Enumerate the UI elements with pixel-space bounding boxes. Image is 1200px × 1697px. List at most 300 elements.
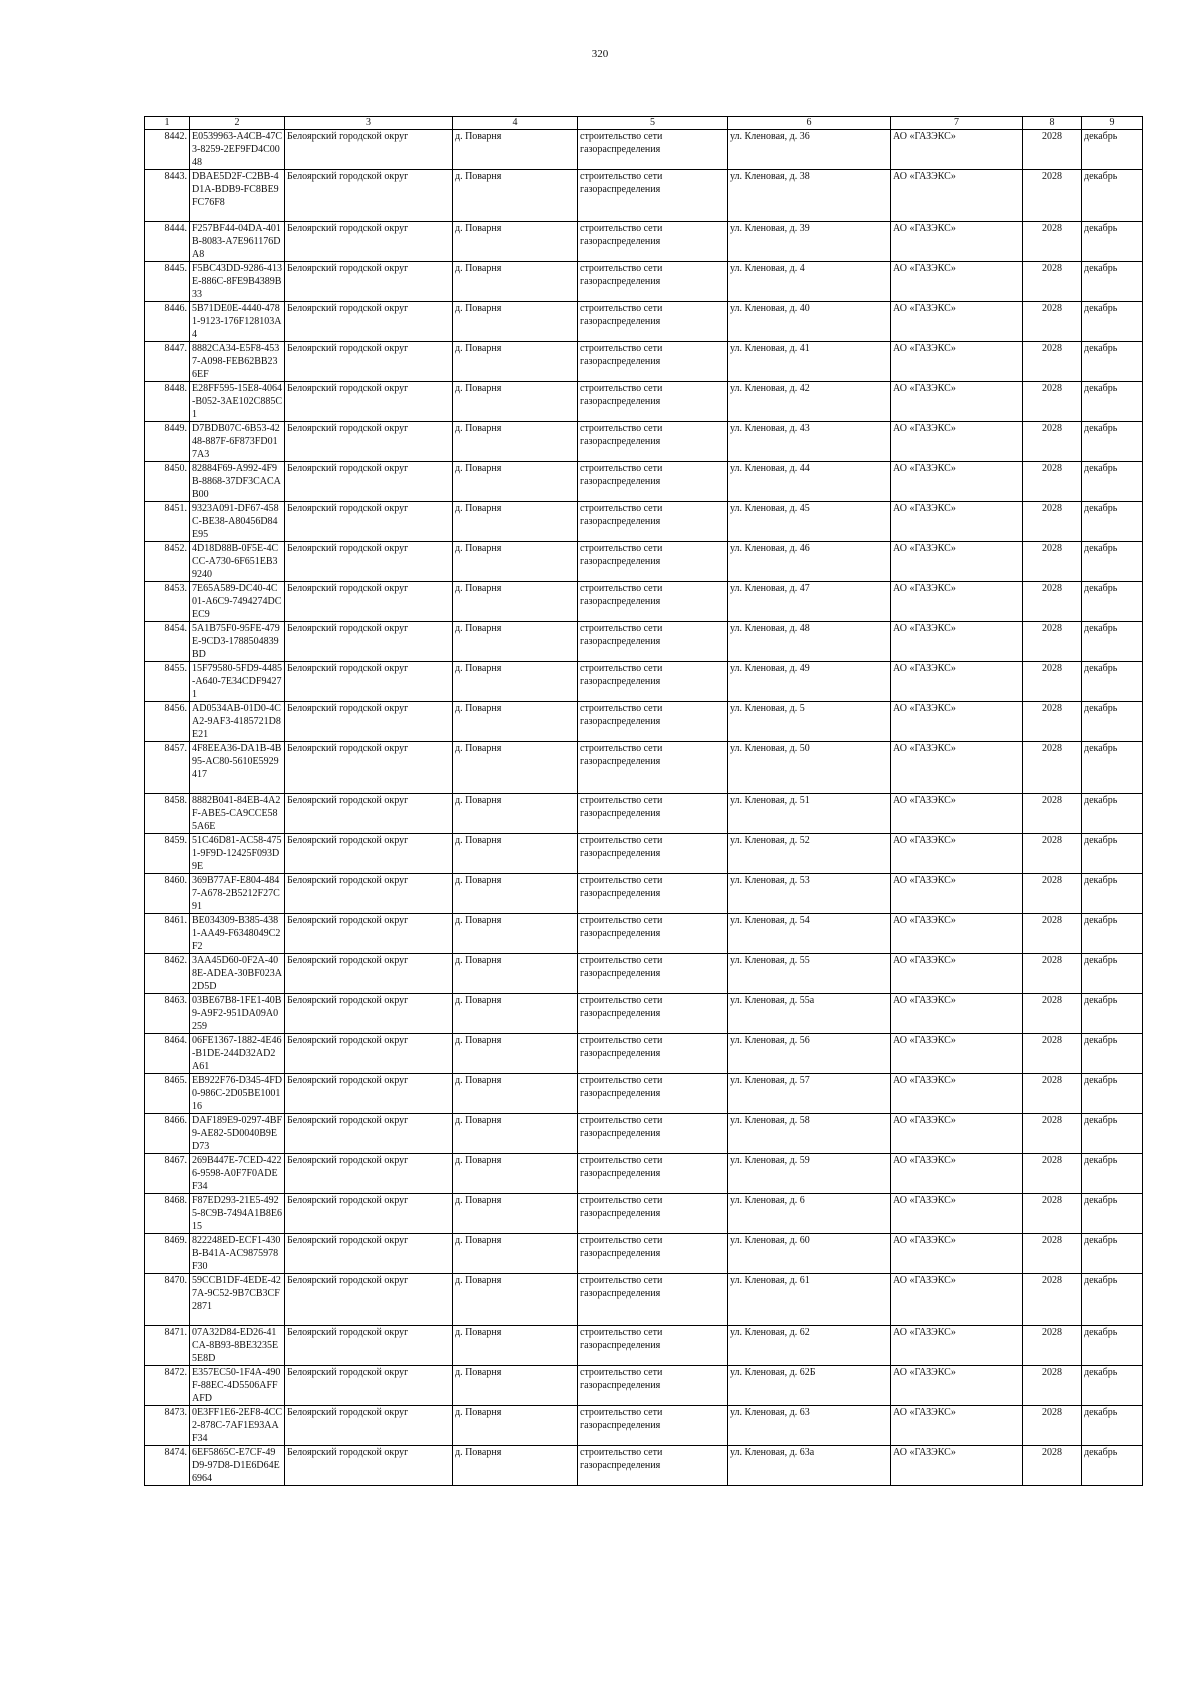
object-id: D7BDB07C-6B53-4248-887F-6F873FD017A3: [190, 422, 285, 462]
year-cell: 2028: [1023, 794, 1082, 834]
month-cell: декабрь: [1082, 422, 1143, 462]
column-header: 8: [1023, 117, 1082, 130]
row-number: 8450.: [145, 462, 190, 502]
column-header: 9: [1082, 117, 1143, 130]
work-type-cell: строительство сети газораспределения: [578, 914, 728, 954]
address-cell: ул. Кленовая, д. 54: [728, 914, 891, 954]
district-cell: Белоярский городской округ: [285, 1406, 453, 1446]
month-cell: декабрь: [1082, 834, 1143, 874]
month-cell: декабрь: [1082, 1446, 1143, 1486]
row-number: 8463.: [145, 994, 190, 1034]
year-cell: 2028: [1023, 662, 1082, 702]
locality-cell: д. Поварня: [453, 542, 578, 582]
object-id: 06FE1367-1882-4E46-B1DE-244D32AD2A61: [190, 1034, 285, 1074]
month-cell: декабрь: [1082, 302, 1143, 342]
year-cell: 2028: [1023, 742, 1082, 794]
year-cell: 2028: [1023, 1366, 1082, 1406]
table-row: [145, 262, 1143, 302]
month-cell: декабрь: [1082, 1274, 1143, 1326]
district-cell: Белоярский городской округ: [285, 1446, 453, 1486]
address-cell: ул. Кленовая, д. 60: [728, 1234, 891, 1274]
district-cell: Белоярский городской округ: [285, 1074, 453, 1114]
district-cell: Белоярский городской округ: [285, 662, 453, 702]
month-cell: декабрь: [1082, 582, 1143, 622]
organization-cell: АО «ГАЗЭКС»: [891, 954, 1023, 994]
row-number: 8456.: [145, 702, 190, 742]
work-type-cell: строительство сети газораспределения: [578, 582, 728, 622]
month-cell: декабрь: [1082, 874, 1143, 914]
organization-cell: АО «ГАЗЭКС»: [891, 1326, 1023, 1366]
year-cell: 2028: [1023, 874, 1082, 914]
year-cell: 2028: [1023, 954, 1082, 994]
object-id: DAF189E9-0297-4BF9-AE82-5D0040B9ED73: [190, 1114, 285, 1154]
address-cell: ул. Кленовая, д. 46: [728, 542, 891, 582]
organization-cell: АО «ГАЗЭКС»: [891, 914, 1023, 954]
month-cell: декабрь: [1082, 994, 1143, 1034]
table-row: [145, 1406, 1143, 1446]
object-id: 03BE67B8-1FE1-40B9-A9F2-951DA09A0259: [190, 994, 285, 1034]
organization-cell: АО «ГАЗЭКС»: [891, 1154, 1023, 1194]
row-number: 8454.: [145, 622, 190, 662]
district-cell: Белоярский городской округ: [285, 742, 453, 794]
district-cell: Белоярский городской округ: [285, 622, 453, 662]
address-cell: ул. Кленовая, д. 36: [728, 130, 891, 170]
locality-cell: д. Поварня: [453, 1326, 578, 1366]
address-cell: ул. Кленовая, д. 62: [728, 1326, 891, 1366]
locality-cell: д. Поварня: [453, 742, 578, 794]
month-cell: декабрь: [1082, 1234, 1143, 1274]
row-number: 8446.: [145, 302, 190, 342]
year-cell: 2028: [1023, 170, 1082, 222]
work-type-cell: строительство сети газораспределения: [578, 222, 728, 262]
organization-cell: АО «ГАЗЭКС»: [891, 462, 1023, 502]
month-cell: декабрь: [1082, 702, 1143, 742]
column-header: 6: [728, 117, 891, 130]
organization-cell: АО «ГАЗЭКС»: [891, 1194, 1023, 1234]
month-cell: декабрь: [1082, 130, 1143, 170]
object-id: 15F79580-5FD9-4485-A640-7E34CDF94271: [190, 662, 285, 702]
district-cell: Белоярский городской округ: [285, 1114, 453, 1154]
table-row: [145, 342, 1143, 382]
month-cell: декабрь: [1082, 1366, 1143, 1406]
organization-cell: АО «ГАЗЭКС»: [891, 1366, 1023, 1406]
object-id: 3AA45D60-0F2A-408E-ADEA-30BF023A2D5D: [190, 954, 285, 994]
row-number: 8455.: [145, 662, 190, 702]
month-cell: декабрь: [1082, 462, 1143, 502]
locality-cell: д. Поварня: [453, 1034, 578, 1074]
work-type-cell: строительство сети газораспределения: [578, 794, 728, 834]
address-cell: ул. Кленовая, д. 4: [728, 262, 891, 302]
work-type-cell: строительство сети газораспределения: [578, 262, 728, 302]
district-cell: Белоярский городской округ: [285, 342, 453, 382]
organization-cell: АО «ГАЗЭКС»: [891, 1034, 1023, 1074]
table-row: [145, 1274, 1143, 1326]
address-cell: ул. Кленовая, д. 55а: [728, 994, 891, 1034]
locality-cell: д. Поварня: [453, 1154, 578, 1194]
work-type-cell: строительство сети газораспределения: [578, 542, 728, 582]
table-row: [145, 742, 1143, 794]
row-number: 8468.: [145, 1194, 190, 1234]
year-cell: 2028: [1023, 462, 1082, 502]
district-cell: Белоярский городской округ: [285, 834, 453, 874]
address-cell: ул. Кленовая, д. 38: [728, 170, 891, 222]
year-cell: 2028: [1023, 342, 1082, 382]
table-row: [145, 1074, 1143, 1114]
object-id: 7E65A589-DC40-4C01-A6C9-7494274DCEC9: [190, 582, 285, 622]
locality-cell: д. Поварня: [453, 130, 578, 170]
address-cell: ул. Кленовая, д. 59: [728, 1154, 891, 1194]
work-type-cell: строительство сети газораспределения: [578, 342, 728, 382]
address-cell: ул. Кленовая, д. 48: [728, 622, 891, 662]
address-cell: ул. Кленовая, д. 55: [728, 954, 891, 994]
district-cell: Белоярский городской округ: [285, 542, 453, 582]
locality-cell: д. Поварня: [453, 262, 578, 302]
row-number: 8464.: [145, 1034, 190, 1074]
work-type-cell: строительство сети газораспределения: [578, 834, 728, 874]
organization-cell: АО «ГАЗЭКС»: [891, 382, 1023, 422]
locality-cell: д. Поварня: [453, 702, 578, 742]
district-cell: Белоярский городской округ: [285, 462, 453, 502]
row-number: 8457.: [145, 742, 190, 794]
table-row: [145, 1366, 1143, 1406]
row-number: 8466.: [145, 1114, 190, 1154]
year-cell: 2028: [1023, 1114, 1082, 1154]
column-header: 5: [578, 117, 728, 130]
locality-cell: д. Поварня: [453, 1406, 578, 1446]
year-cell: 2028: [1023, 502, 1082, 542]
organization-cell: АО «ГАЗЭКС»: [891, 1274, 1023, 1326]
address-cell: ул. Кленовая, д. 6: [728, 1194, 891, 1234]
district-cell: Белоярский городской округ: [285, 262, 453, 302]
address-cell: ул. Кленовая, д. 56: [728, 1034, 891, 1074]
work-type-cell: строительство сети газораспределения: [578, 1326, 728, 1366]
table-row: [145, 994, 1143, 1034]
month-cell: декабрь: [1082, 382, 1143, 422]
district-cell: Белоярский городской округ: [285, 954, 453, 994]
work-type-cell: строительство сети газораспределения: [578, 1446, 728, 1486]
row-number: 8465.: [145, 1074, 190, 1114]
locality-cell: д. Поварня: [453, 1194, 578, 1234]
table-row: [145, 702, 1143, 742]
table-row: [145, 1034, 1143, 1074]
table-row: [145, 502, 1143, 542]
address-cell: ул. Кленовая, д. 53: [728, 874, 891, 914]
district-cell: Белоярский городской округ: [285, 422, 453, 462]
table-row: [145, 834, 1143, 874]
work-type-cell: строительство сети газораспределения: [578, 1274, 728, 1326]
month-cell: декабрь: [1082, 170, 1143, 222]
year-cell: 2028: [1023, 1194, 1082, 1234]
work-type-cell: строительство сети газораспределения: [578, 1406, 728, 1446]
address-cell: ул. Кленовая, д. 49: [728, 662, 891, 702]
address-cell: ул. Кленовая, д. 42: [728, 382, 891, 422]
organization-cell: АО «ГАЗЭКС»: [891, 702, 1023, 742]
address-cell: ул. Кленовая, д. 39: [728, 222, 891, 262]
year-cell: 2028: [1023, 1406, 1082, 1446]
address-cell: ул. Кленовая, д. 45: [728, 502, 891, 542]
district-cell: Белоярский городской округ: [285, 1326, 453, 1366]
row-number: 8445.: [145, 262, 190, 302]
object-id: 82884F69-A992-4F9B-8868-37DF3CACAB00: [190, 462, 285, 502]
object-id: DBAE5D2F-C2BB-4D1A-BDB9-FC8BE9FC76F8: [190, 170, 285, 222]
table-row: [145, 462, 1143, 502]
object-id: F87ED293-21E5-4925-8C9B-7494A1B8E615: [190, 1194, 285, 1234]
address-cell: ул. Кленовая, д. 43: [728, 422, 891, 462]
table-row: [145, 874, 1143, 914]
work-type-cell: строительство сети газораспределения: [578, 1366, 728, 1406]
month-cell: декабрь: [1082, 1074, 1143, 1114]
work-type-cell: строительство сети газораспределения: [578, 1074, 728, 1114]
organization-cell: АО «ГАЗЭКС»: [891, 874, 1023, 914]
district-cell: Белоярский городской округ: [285, 382, 453, 422]
work-type-cell: строительство сети газораспределения: [578, 502, 728, 542]
row-number: 8449.: [145, 422, 190, 462]
district-cell: Белоярский городской округ: [285, 1194, 453, 1234]
organization-cell: АО «ГАЗЭКС»: [891, 302, 1023, 342]
district-cell: Белоярский городской округ: [285, 502, 453, 542]
row-number: 8469.: [145, 1234, 190, 1274]
year-cell: 2028: [1023, 1154, 1082, 1194]
table-row: [145, 794, 1143, 834]
row-number: 8462.: [145, 954, 190, 994]
district-cell: Белоярский городской округ: [285, 1154, 453, 1194]
organization-cell: АО «ГАЗЭКС»: [891, 622, 1023, 662]
table-row: [145, 582, 1143, 622]
year-cell: 2028: [1023, 262, 1082, 302]
work-type-cell: строительство сети газораспределения: [578, 1154, 728, 1194]
year-cell: 2028: [1023, 994, 1082, 1034]
table-row: [145, 382, 1143, 422]
table-row: [145, 130, 1143, 170]
address-cell: ул. Кленовая, д. 63а: [728, 1446, 891, 1486]
organization-cell: АО «ГАЗЭКС»: [891, 502, 1023, 542]
organization-cell: АО «ГАЗЭКС»: [891, 662, 1023, 702]
year-cell: 2028: [1023, 702, 1082, 742]
object-id: E28FF595-15E8-4064-B052-3AE102C885C1: [190, 382, 285, 422]
organization-cell: АО «ГАЗЭКС»: [891, 262, 1023, 302]
row-number: 8460.: [145, 874, 190, 914]
work-type-cell: строительство сети газораспределения: [578, 874, 728, 914]
register-table: [144, 116, 1143, 1486]
work-type-cell: строительство сети газораспределения: [578, 462, 728, 502]
locality-cell: д. Поварня: [453, 994, 578, 1034]
locality-cell: д. Поварня: [453, 914, 578, 954]
organization-cell: АО «ГАЗЭКС»: [891, 742, 1023, 794]
address-cell: ул. Кленовая, д. 51: [728, 794, 891, 834]
locality-cell: д. Поварня: [453, 954, 578, 994]
work-type-cell: строительство сети газораспределения: [578, 622, 728, 662]
month-cell: декабрь: [1082, 222, 1143, 262]
row-number: 8467.: [145, 1154, 190, 1194]
locality-cell: д. Поварня: [453, 1274, 578, 1326]
district-cell: Белоярский городской округ: [285, 1234, 453, 1274]
month-cell: декабрь: [1082, 742, 1143, 794]
object-id: 5A1B75F0-95FE-479E-9CD3-1788504839BD: [190, 622, 285, 662]
table-row: [145, 170, 1143, 222]
table-row: [145, 914, 1143, 954]
organization-cell: АО «ГАЗЭКС»: [891, 1446, 1023, 1486]
object-id: 59CCB1DF-4EDE-427A-9C52-9B7CB3CF2871: [190, 1274, 285, 1326]
table-row: [145, 1234, 1143, 1274]
organization-cell: АО «ГАЗЭКС»: [891, 1074, 1023, 1114]
month-cell: декабрь: [1082, 1034, 1143, 1074]
year-cell: 2028: [1023, 1446, 1082, 1486]
address-cell: ул. Кленовая, д. 47: [728, 582, 891, 622]
month-cell: декабрь: [1082, 622, 1143, 662]
locality-cell: д. Поварня: [453, 422, 578, 462]
work-type-cell: строительство сети газораспределения: [578, 382, 728, 422]
table-row: [145, 1114, 1143, 1154]
table-row: [145, 622, 1143, 662]
work-type-cell: строительство сети газораспределения: [578, 702, 728, 742]
row-number: 8461.: [145, 914, 190, 954]
work-type-cell: строительство сети газораспределения: [578, 662, 728, 702]
row-number: 8472.: [145, 1366, 190, 1406]
district-cell: Белоярский городской округ: [285, 302, 453, 342]
row-number: 8459.: [145, 834, 190, 874]
locality-cell: д. Поварня: [453, 382, 578, 422]
district-cell: Белоярский городской округ: [285, 794, 453, 834]
month-cell: декабрь: [1082, 914, 1143, 954]
table-row: [145, 542, 1143, 582]
row-number: 8448.: [145, 382, 190, 422]
row-number: 8474.: [145, 1446, 190, 1486]
object-id: 5B71DE0E-4440-4781-9123-176F128103A4: [190, 302, 285, 342]
organization-cell: АО «ГАЗЭКС»: [891, 1114, 1023, 1154]
object-id: 0E3FF1E6-2EF8-4CC2-878C-7AF1E93AAF34: [190, 1406, 285, 1446]
row-number: 8447.: [145, 342, 190, 382]
work-type-cell: строительство сети газораспределения: [578, 170, 728, 222]
year-cell: 2028: [1023, 222, 1082, 262]
column-header: 2: [190, 117, 285, 130]
object-id: F257BF44-04DA-401B-8083-A7E961176DA8: [190, 222, 285, 262]
work-type-cell: строительство сети газораспределения: [578, 1114, 728, 1154]
row-number: 8443.: [145, 170, 190, 222]
object-id: AD0534AB-01D0-4CA2-9AF3-4185721D8E21: [190, 702, 285, 742]
organization-cell: АО «ГАЗЭКС»: [891, 422, 1023, 462]
month-cell: декабрь: [1082, 1114, 1143, 1154]
year-cell: 2028: [1023, 1234, 1082, 1274]
month-cell: декабрь: [1082, 502, 1143, 542]
locality-cell: д. Поварня: [453, 342, 578, 382]
address-cell: ул. Кленовая, д. 44: [728, 462, 891, 502]
locality-cell: д. Поварня: [453, 502, 578, 542]
work-type-cell: строительство сети газораспределения: [578, 954, 728, 994]
address-cell: ул. Кленовая, д. 62Б: [728, 1366, 891, 1406]
work-type-cell: строительство сети газораспределения: [578, 1194, 728, 1234]
address-cell: ул. Кленовая, д. 50: [728, 742, 891, 794]
table-row: [145, 1326, 1143, 1366]
object-id: F5BC43DD-9286-413E-886C-8FE9B4389B33: [190, 262, 285, 302]
locality-cell: д. Поварня: [453, 170, 578, 222]
district-cell: Белоярский городской округ: [285, 1274, 453, 1326]
year-cell: 2028: [1023, 302, 1082, 342]
work-type-cell: строительство сети газораспределения: [578, 302, 728, 342]
locality-cell: д. Поварня: [453, 834, 578, 874]
address-cell: ул. Кленовая, д. 5: [728, 702, 891, 742]
organization-cell: АО «ГАЗЭКС»: [891, 794, 1023, 834]
organization-cell: АО «ГАЗЭКС»: [891, 1406, 1023, 1446]
district-cell: Белоярский городской округ: [285, 1366, 453, 1406]
month-cell: декабрь: [1082, 662, 1143, 702]
year-cell: 2028: [1023, 1274, 1082, 1326]
organization-cell: АО «ГАЗЭКС»: [891, 170, 1023, 222]
year-cell: 2028: [1023, 622, 1082, 662]
address-cell: ул. Кленовая, д. 61: [728, 1274, 891, 1326]
object-id: 8882B041-84EB-4A2F-ABE5-CA9CCE585A6E: [190, 794, 285, 834]
locality-cell: д. Поварня: [453, 582, 578, 622]
object-id: 51C46D81-AC58-4751-9F9D-12425F093D9E: [190, 834, 285, 874]
table-row: [145, 422, 1143, 462]
row-number: 8444.: [145, 222, 190, 262]
table-row: [145, 222, 1143, 262]
locality-cell: д. Поварня: [453, 462, 578, 502]
locality-cell: д. Поварня: [453, 1114, 578, 1154]
month-cell: декабрь: [1082, 542, 1143, 582]
district-cell: Белоярский городской округ: [285, 582, 453, 622]
address-cell: ул. Кленовая, д. 58: [728, 1114, 891, 1154]
table-row: [145, 662, 1143, 702]
address-cell: ул. Кленовая, д. 57: [728, 1074, 891, 1114]
year-cell: 2028: [1023, 1074, 1082, 1114]
table-row: [145, 1194, 1143, 1234]
district-cell: Белоярский городской округ: [285, 170, 453, 222]
object-id: EB922F76-D345-4FD0-986C-2D05BE100116: [190, 1074, 285, 1114]
month-cell: декабрь: [1082, 1406, 1143, 1446]
object-id: 07A32D84-ED26-41CA-8B93-8BE3235E5E8D: [190, 1326, 285, 1366]
column-header: 7: [891, 117, 1023, 130]
object-id: 8882CA34-E5F8-4537-A098-FEB62BB236EF: [190, 342, 285, 382]
page-number: 320: [591, 48, 609, 60]
work-type-cell: строительство сети газораспределения: [578, 422, 728, 462]
locality-cell: д. Поварня: [453, 1366, 578, 1406]
year-cell: 2028: [1023, 582, 1082, 622]
year-cell: 2028: [1023, 1326, 1082, 1366]
locality-cell: д. Поварня: [453, 794, 578, 834]
district-cell: Белоярский городской округ: [285, 1034, 453, 1074]
locality-cell: д. Поварня: [453, 302, 578, 342]
year-cell: 2028: [1023, 834, 1082, 874]
row-number: 8470.: [145, 1274, 190, 1326]
column-header: 3: [285, 117, 453, 130]
month-cell: декабрь: [1082, 1326, 1143, 1366]
address-cell: ул. Кленовая, д. 41: [728, 342, 891, 382]
organization-cell: АО «ГАЗЭКС»: [891, 1234, 1023, 1274]
district-cell: Белоярский городской округ: [285, 994, 453, 1034]
district-cell: Белоярский городской округ: [285, 914, 453, 954]
organization-cell: АО «ГАЗЭКС»: [891, 342, 1023, 382]
district-cell: Белоярский городской округ: [285, 702, 453, 742]
object-id: 369B77AF-E804-4847-A678-2B5212F27C91: [190, 874, 285, 914]
district-cell: Белоярский городской округ: [285, 222, 453, 262]
address-cell: ул. Кленовая, д. 40: [728, 302, 891, 342]
row-number: 8451.: [145, 502, 190, 542]
organization-cell: АО «ГАЗЭКС»: [891, 994, 1023, 1034]
table-row: [145, 302, 1143, 342]
organization-cell: АО «ГАЗЭКС»: [891, 582, 1023, 622]
district-cell: Белоярский городской округ: [285, 130, 453, 170]
object-id: 269B447E-7CED-4226-9598-A0F7F0ADEF34: [190, 1154, 285, 1194]
work-type-cell: строительство сети газораспределения: [578, 1034, 728, 1074]
table-row: [145, 954, 1143, 994]
address-cell: ул. Кленовая, д. 63: [728, 1406, 891, 1446]
work-type-cell: строительство сети газораспределения: [578, 994, 728, 1034]
object-id: 4D18D88B-0F5E-4CCC-A730-6F651EB39240: [190, 542, 285, 582]
row-number: 8458.: [145, 794, 190, 834]
locality-cell: д. Поварня: [453, 1074, 578, 1114]
work-type-cell: строительство сети газораспределения: [578, 742, 728, 794]
locality-cell: д. Поварня: [453, 662, 578, 702]
